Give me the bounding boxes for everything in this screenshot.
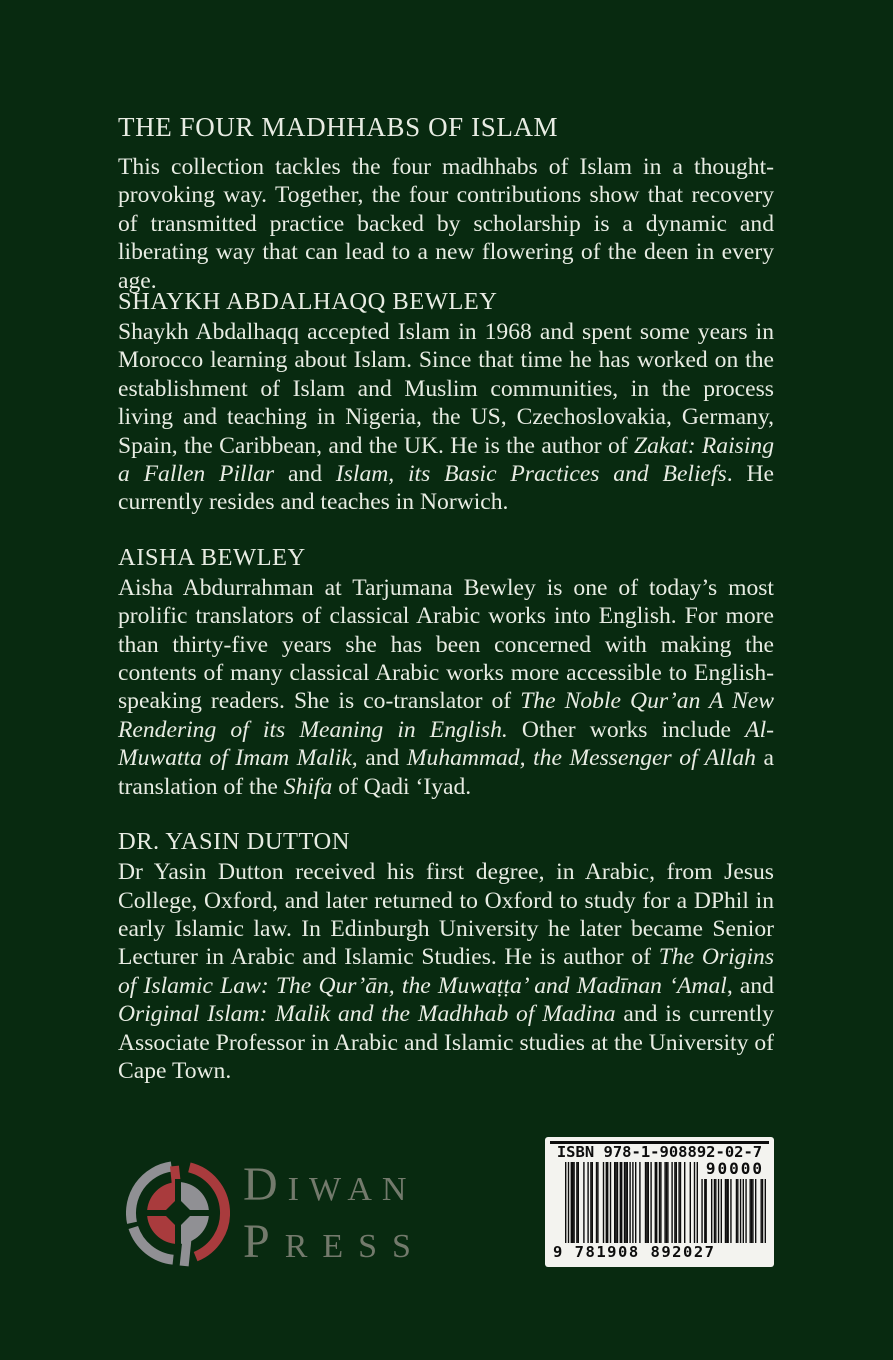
barcode-addon-icon xyxy=(700,1179,766,1243)
cited-book-title: Al-Muwatta of Imam Malik, xyxy=(118,716,774,772)
bio-text: of Qadi ‘Iyad. xyxy=(332,773,472,800)
barcode-price-code: 90000 xyxy=(705,1159,764,1178)
cited-book-title: The Noble Qur’an A New Rendering of its Meaning in English. xyxy=(118,688,774,743)
bio-text: and xyxy=(357,745,407,772)
publisher-name-line2: PRESS xyxy=(243,1215,426,1268)
author-heading: AISHA BEWLEY xyxy=(118,543,306,571)
author-section xyxy=(118,288,774,517)
cited-book-title: Islam, its Basic Practices and Beliefs xyxy=(335,461,727,488)
bio-text: Shaykh Abdalhaqq accepted Islam in 1968 and spent some years in Morocco learning about Islam. Since that time he has worked on the establishment of Islam and Muslim communities, in the process living and teaching in Nigeria, the US, Czechoslovakia, Germany, Spain, the Caribbean, and the UK. He is the author of xyxy=(118,319,774,459)
barcode-number: 9 781908 892027 xyxy=(553,1243,716,1261)
bio-text: . He currently resides and teaches in Norwich. xyxy=(118,461,774,516)
barcode-icon xyxy=(565,1162,698,1246)
cited-book-title: Zakat: Raising a Fallen Pillar xyxy=(118,432,774,488)
diwan-press-logo-icon xyxy=(126,1161,230,1291)
author-bio xyxy=(118,858,774,1085)
bio-text: Aisha Abdurrahman at Tarjumana Bewley is one of today’s most prolific translators of classical Arabic works into English. For more than thirty-five years she has been concerned with making the contents of many classical Arabic works more accessible to English-speaking readers. She is co-translator of xyxy=(118,574,774,715)
isbn-text: ISBN 978-1-908892-02-7 xyxy=(556,1143,763,1161)
author-section xyxy=(118,828,774,1085)
isbn-barcode-label xyxy=(545,1137,774,1267)
bio-text: , and xyxy=(726,972,774,999)
bio-text: a translation of the xyxy=(118,745,774,800)
author-bio xyxy=(118,318,774,517)
publisher-name-line1: DIWAN xyxy=(243,1158,417,1211)
cited-book-title: Original Islam: Malik and the Madhhab of Madina xyxy=(118,1001,616,1028)
author-heading: DR. YASIN DUTTON xyxy=(118,828,350,856)
bio-text: and is currently Associate Professor in Arabic and Islamic studies at the University of Cape Town. xyxy=(118,1001,774,1084)
author-sections xyxy=(118,288,774,1112)
intro-paragraph: This collection tackles the four madhhabs of Islam in a thought-provoking way. Together, the four contributions show that recovery of transmitted practice backed by scholarship is a dynamic and liberating way that can lead to a new flowering of the deen in every age. xyxy=(118,154,774,294)
bio-text: Dr Yasin Dutton received his first degree, in Arabic, from Jesus College, Oxford, and later returned to Oxford to study for a DPhil in early Islamic law. In Edinburgh University he later became Senior Lecturer in Arabic and Islamic Studies. He is author of xyxy=(118,859,774,971)
cited-book-title: Muhammad, the Messenger of Allah xyxy=(406,745,756,772)
author-heading: SHAYKH ABDALHAQQ BEWLEY xyxy=(118,288,498,315)
bio-text: Other works include xyxy=(507,716,746,743)
bio-text: and xyxy=(274,461,336,488)
publisher-name xyxy=(243,1158,426,1272)
cited-book-title: The Origins of Islamic Law: The Qur’ān, the Muwaṭṭa’ and Madīnan ‘Amal xyxy=(118,944,775,999)
cited-book-title: Shifa xyxy=(283,773,333,800)
author-bio xyxy=(118,574,774,801)
book-title: THE FOUR MADHHABS OF ISLAM xyxy=(118,112,559,142)
author-section xyxy=(118,544,774,801)
